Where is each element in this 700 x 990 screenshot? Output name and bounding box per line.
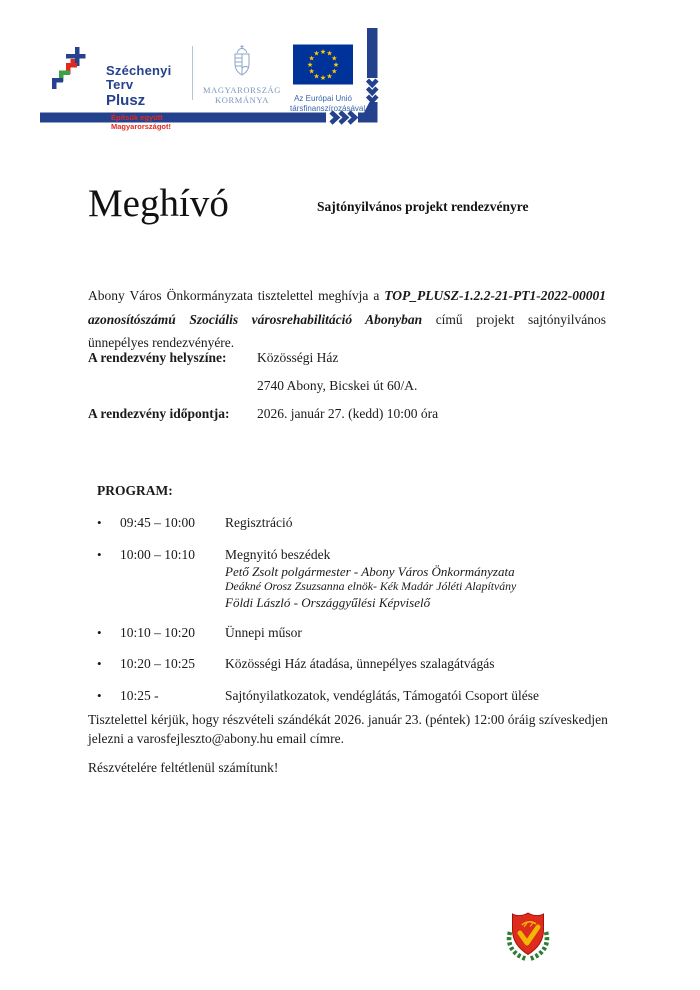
venue-label: A rendezvény helyszíne: bbox=[88, 350, 227, 365]
program-time: 09:45 – 10:00 bbox=[120, 515, 196, 530]
svg-text:★: ★ bbox=[319, 48, 327, 56]
closing-line: Részvételére feltétlenül számítunk! bbox=[88, 760, 279, 775]
bullet-icon: • bbox=[97, 546, 102, 562]
intro-part2: című projekt sajtónyilvános ünnepélyes rendezvényére. bbox=[88, 311, 606, 350]
bullet-icon: • bbox=[97, 624, 102, 640]
eu-label: Az Európai Unió társfinanszírozásával bbox=[290, 94, 366, 113]
government-label: MAGYARORSZÁG KORMÁNYA bbox=[202, 85, 282, 105]
hungary-crest-icon bbox=[229, 44, 255, 78]
szechenyi-logo-text bbox=[106, 64, 198, 131]
eu-cofinancing-logo bbox=[290, 44, 366, 113]
bullet-icon: • bbox=[97, 687, 102, 703]
speaker-line: Deákné Orosz Zsuzsanna elnök- Kék Madár Jóléti Alapítvány bbox=[225, 579, 517, 593]
program-desc: Közösségi Ház átadása, ünnepélyes szalagátvágás bbox=[225, 656, 495, 671]
program-item bbox=[97, 655, 612, 673]
program-desc: Ünnepi műsor bbox=[225, 624, 302, 640]
bullet-icon: • bbox=[97, 515, 102, 530]
szechenyi-terv-plusz-logo bbox=[48, 42, 198, 131]
speaker-line: Pető Zsolt polgármester - Abony Város Önkormányzata bbox=[225, 563, 515, 579]
svg-text:★: ★ bbox=[308, 54, 315, 63]
hungary-government-logo bbox=[202, 44, 282, 105]
program-desc: Regisztráció bbox=[225, 515, 293, 530]
program-time: 10:25 - bbox=[120, 687, 159, 703]
date-label: A rendezvény időpontja: bbox=[88, 406, 230, 421]
program-heading: PROGRAM: bbox=[97, 483, 173, 498]
svg-text:★: ★ bbox=[313, 72, 320, 81]
event-details bbox=[88, 344, 608, 428]
details-spacer bbox=[88, 372, 257, 400]
svg-text:★: ★ bbox=[326, 72, 333, 81]
program-desc: Sajtónyilatkozatok, vendéglátás, Támogatói Csoport ülése bbox=[225, 687, 539, 703]
bullet-icon: • bbox=[97, 656, 102, 671]
svg-text:★: ★ bbox=[306, 61, 314, 69]
program-item bbox=[97, 687, 612, 705]
szechenyi-line2: Plusz bbox=[106, 92, 146, 109]
program-time: 10:00 – 10:10 bbox=[120, 546, 196, 562]
szechenyi-tagline: Építsük együtt Magyarországot! bbox=[111, 113, 172, 131]
page-subtitle: Sajtónyilvános projekt rendezvényre bbox=[317, 199, 529, 214]
program-time: 10:20 – 10:25 bbox=[120, 656, 196, 671]
program-section bbox=[97, 482, 612, 718]
abony-crest-icon bbox=[498, 908, 558, 966]
speaker-line: Földi László - Országgyűlési Képviselő bbox=[225, 594, 431, 610]
program-desc: Megnyitó beszédek Pető Zsolt polgármester - Abony Város Önkormányzata Deákné Orosz Zsuzsanna elnök- Kék Madár Jóléti Alapítvány Földi László - Országgyűlési Képviselő bbox=[225, 546, 612, 611]
szechenyi-plus-icon bbox=[50, 44, 106, 100]
svg-text:★: ★ bbox=[313, 49, 320, 58]
svg-text:★: ★ bbox=[326, 49, 333, 58]
rsvp-paragraph: Tisztelettel kérjük, hogy részvételi szándékát 2026. január 23. (péntek) 12:00 óráig szíveskedjen jelezni a varosfejleszto@abony.hu email címre. bbox=[88, 712, 608, 746]
program-item bbox=[97, 546, 612, 611]
page-title: Meghívó bbox=[88, 182, 229, 225]
program-item bbox=[97, 624, 612, 642]
header-divider bbox=[192, 46, 193, 100]
svg-text:★: ★ bbox=[319, 74, 327, 82]
program-item bbox=[97, 514, 612, 532]
venue-value: Közösségi Ház bbox=[257, 350, 339, 365]
intro-part1: Abony Város Önkormányzata tisztelettel meghívja a bbox=[88, 288, 385, 303]
svg-text:★: ★ bbox=[331, 67, 338, 76]
eu-flag-icon bbox=[292, 44, 354, 85]
program-time: 10:10 – 10:20 bbox=[120, 624, 196, 640]
svg-text:★: ★ bbox=[308, 67, 315, 76]
intro-project-id: TOP_PLUSZ-1.2.2-21-PT1-2022-00001 azonosítószámú Szociális városrehabilitáció Abonyban bbox=[88, 288, 606, 327]
date-value: 2026. január 27. (kedd) 10:00 óra bbox=[257, 406, 439, 421]
svg-text:★: ★ bbox=[331, 54, 338, 63]
szechenyi-line1: Széchenyi Terv bbox=[106, 63, 172, 92]
venue-address: 2740 Abony, Bicskei út 60/A. bbox=[257, 378, 418, 393]
svg-text:★: ★ bbox=[332, 61, 340, 69]
